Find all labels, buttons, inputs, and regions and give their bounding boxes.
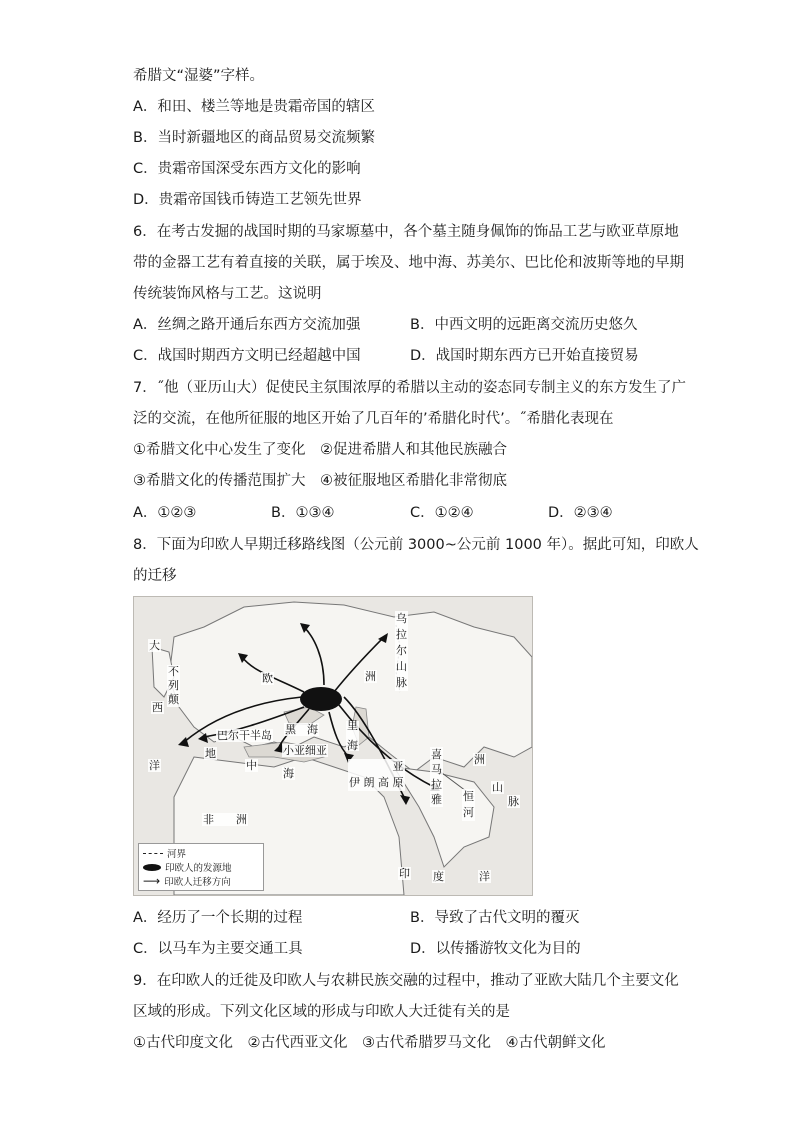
legend-row-boundary — [143, 846, 186, 860]
boundary-line-icon — [143, 853, 163, 854]
q6-stem-line-3: 传统装饰风格与工艺。这说明 — [133, 286, 322, 302]
q8-option-c: C．以马车为主要交通工具 — [133, 941, 303, 957]
q9-items: ①古代印度文化 ②古代西亚文化 ③古代希腊罗马文化 ④古代朝鲜文化 — [133, 1035, 606, 1051]
q7-option-a: A．①②③ — [133, 505, 197, 521]
q6-option-a: A．丝绸之路开通后东西方交流加强 — [133, 317, 361, 333]
q7-option-d: D．②③④ — [548, 505, 613, 521]
map-label-asia: 洲 — [365, 670, 376, 683]
map-label-atlantic-3: 洋 — [149, 759, 160, 772]
q7-option-c: C．①②④ — [410, 505, 474, 521]
q8-option-b: B．导致了古代文明的覆灭 — [410, 910, 580, 926]
map-label-balkan: 巴尔干半岛 — [217, 729, 272, 742]
q5-stem-tail: 希腊文“湿婆”字样。 — [133, 68, 265, 84]
q5-option-d: D．贵霜帝国钱币铸造工艺领先世界 — [133, 192, 362, 208]
q7-stem-line-2: 泛的交流，在他所征服的地区开始了几百年的’希腊化时代’。˝希腊化表现在 — [133, 411, 614, 427]
map-label-indian-3: 洋 — [479, 870, 490, 883]
q9-stem-line-1: 9．在印欧人的迁徙及印欧人与农耕民族交融的过程中，推动了亚欧大陆几个主要文化 — [133, 973, 679, 989]
map-label-iranian-plateau: 亚 伊 朗 高 原 — [349, 760, 404, 789]
map-label-ural-mountains: 乌 拉 尔 山 脉 — [396, 612, 407, 689]
map-label-med-1: 地 — [205, 747, 216, 760]
arrow-right-icon: ⟶ — [143, 874, 161, 888]
map-label-indian-2: 度 — [433, 870, 444, 883]
map-label-ganges: 恒 河 — [463, 790, 474, 819]
map-label-med-3: 海 — [283, 767, 294, 780]
q5-option-c: C．贵霜帝国深受东西方文化的影响 — [133, 161, 361, 177]
q5-option-a: A．和田、楼兰等地是贵霜帝国的辖区 — [133, 99, 375, 115]
q5-option-b: B．当时新疆地区的商品贸易交流频繁 — [133, 130, 375, 146]
map-label-africa: 非 洲 — [203, 813, 247, 826]
map-label-med-2: 中 — [246, 759, 257, 772]
q7-item-line-2: ③希腊文化的传播范围扩大 ④被征服地区希腊化非常彻底 — [133, 473, 507, 489]
map-label-britain: 不 列 颠 — [168, 665, 179, 706]
q8-option-d: D．以传播游牧文化为目的 — [410, 941, 581, 957]
map-label-indian-1: 印 — [399, 867, 410, 880]
legend-row-direction — [143, 874, 231, 888]
q8-stem-line-1: 8．下面为印欧人早期迁移路线图（公元前 3000~公元前 1000 年）。据此可知，印欧人 — [133, 537, 699, 553]
map-label-atlantic-2: 西 — [152, 701, 163, 714]
map-label-asia-2: 洲 — [474, 753, 485, 766]
q7-option-b: B．①③④ — [271, 505, 335, 521]
map-label-atlantic-1: 大 — [149, 639, 160, 652]
legend-row-origin — [143, 860, 232, 874]
map-label-caspian: 里 海 — [347, 719, 358, 752]
map-label-black-sea: 黑 海 — [285, 723, 318, 736]
q8-stem-line-2: 的迁移 — [133, 568, 177, 584]
legend-label-direction: 印欧人迁移方向 — [164, 877, 231, 888]
q6-option-d: D．战国时期东西方已开始直接贸易 — [410, 348, 639, 364]
q7-item-line-1: ①希腊文化中心发生了变化 ②促进希腊人和其他民族融合 — [133, 442, 507, 458]
q6-stem-line-1: 6．在考古发掘的战国时期的马家塬墓中，各个墓主随身佩饰的饰品工艺与欧亚草原地 — [133, 224, 679, 240]
q7-stem-line-1: 7．˝他（亚历山大）促使民主氛围浓厚的希腊以主动的姿态同专制主义的东方发生了广 — [133, 380, 686, 396]
map-label-range: 脉 — [508, 795, 519, 808]
map-label-asia-minor: 小亚细亚 — [283, 744, 327, 757]
map-label-europe: 欧 — [262, 672, 273, 685]
indo-european-migration-map — [133, 596, 533, 896]
map-label-mountain: 山 — [492, 781, 503, 794]
origin-ellipse-icon — [143, 864, 161, 871]
q6-option-b: B．中西文明的远距离交流历史悠久 — [410, 317, 638, 333]
legend-label-boundary: 河界 — [167, 849, 187, 860]
q6-stem-line-2: 带的金器工艺有着直接的关联，属于埃及、地中海、苏美尔、巴比伦和波斯等地的早期 — [133, 255, 684, 271]
q8-option-a: A．经历了一个长期的过程 — [133, 910, 303, 926]
q9-stem-line-2: 区域的形成。下列文化区域的形成与印欧人大迁徙有关的是 — [133, 1004, 510, 1020]
map-legend — [138, 843, 264, 891]
legend-label-origin: 印欧人的发源地 — [165, 863, 232, 874]
q6-option-c: C．战国时期西方文明已经超越中国 — [133, 348, 361, 364]
map-label-himalaya: 喜 马 拉 雅 — [431, 748, 442, 806]
